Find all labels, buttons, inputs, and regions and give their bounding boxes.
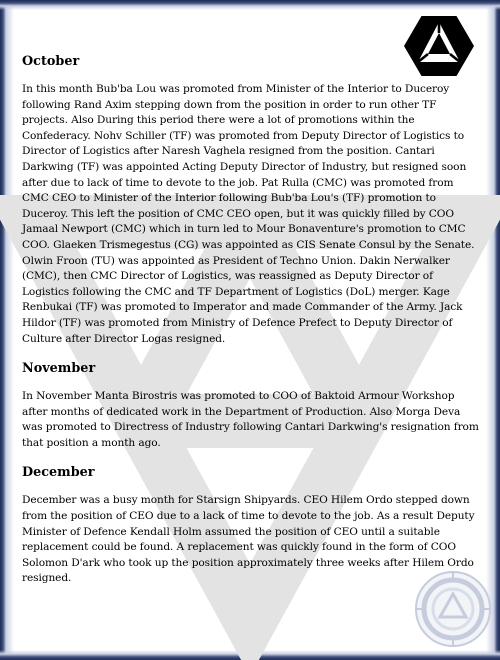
section-heading: November xyxy=(22,361,96,377)
section-paragraph: In this month Bub'ba Lou was promoted from Minister of the Interior to Duceroy following Rand Axim stepping down from the position in order to run other TF projects. Also During this period there were a lot of promotions within the Confederacy. Nohv Schiller (TF) was promoted from Deputy Director of Logistics to Director of Logistics after Naresh Vaghela resigned from the position. Cantari Darkwing (TF) was appointed Acting Deputy Director of Industry, but resigned soon after due to lack of time to devote to the job. Pat Rulla (CMC) was promoted from CMC CEO to Minister of the Interior following Bub'ba Lou's (TF) promotion to Duceroy. This left the position of CMC CEO open, but it was quickly filled by COO Jamaal Newport (CMC) which in turn led to Mour Bonaventure's promotion to CMC COO. Glaeken Trismegestus (CG) was appointed as CIS Senate Consul by the Senate. Olwin Froon (TU) was appointed as President of Techno Union. Dakin Nerwalker (CMC), then CMC Director of Logistics, was reassigned as Deputy Director of Logistics following the CMC and TF Department of Logistics (DoL) merger. Kage Renbukai (TF) was promoted to Imperator and made Commander of the Army. Jack Hildor (TF) was promoted from Ministry of Defence Prefect to Deputy Director of Culture after Director Logas resigned. xyxy=(22,83,475,345)
section-heading: December xyxy=(22,465,95,481)
section-paragraph: In November Manta Birostris was promoted to COO of Baktoid Armour Workshop after months of dedicated work in the Department of Production. Also Morga Deva was promoted to Directress of Industry following Cantari Darkwing's resignation from that position a month ago. xyxy=(22,390,479,449)
document-body xyxy=(22,54,480,587)
section-december xyxy=(22,465,480,587)
section-paragraph: December was a busy month for Starsign Shipyards. CEO Hilem Ordo stepped down from the position of CEO due to a lack of time to devote to the job. As a result Deputy Minister of Defence Kendall Holm assumed the position of CEO until a suitable replacement could be found. A replacement was quickly found in the form of COO Solomon D'ark who took up the position approximately three weeks after Hilem Ordo resigned. xyxy=(22,494,475,585)
section-october xyxy=(22,54,480,347)
section-november xyxy=(22,361,480,451)
section-heading: October xyxy=(22,54,80,69)
